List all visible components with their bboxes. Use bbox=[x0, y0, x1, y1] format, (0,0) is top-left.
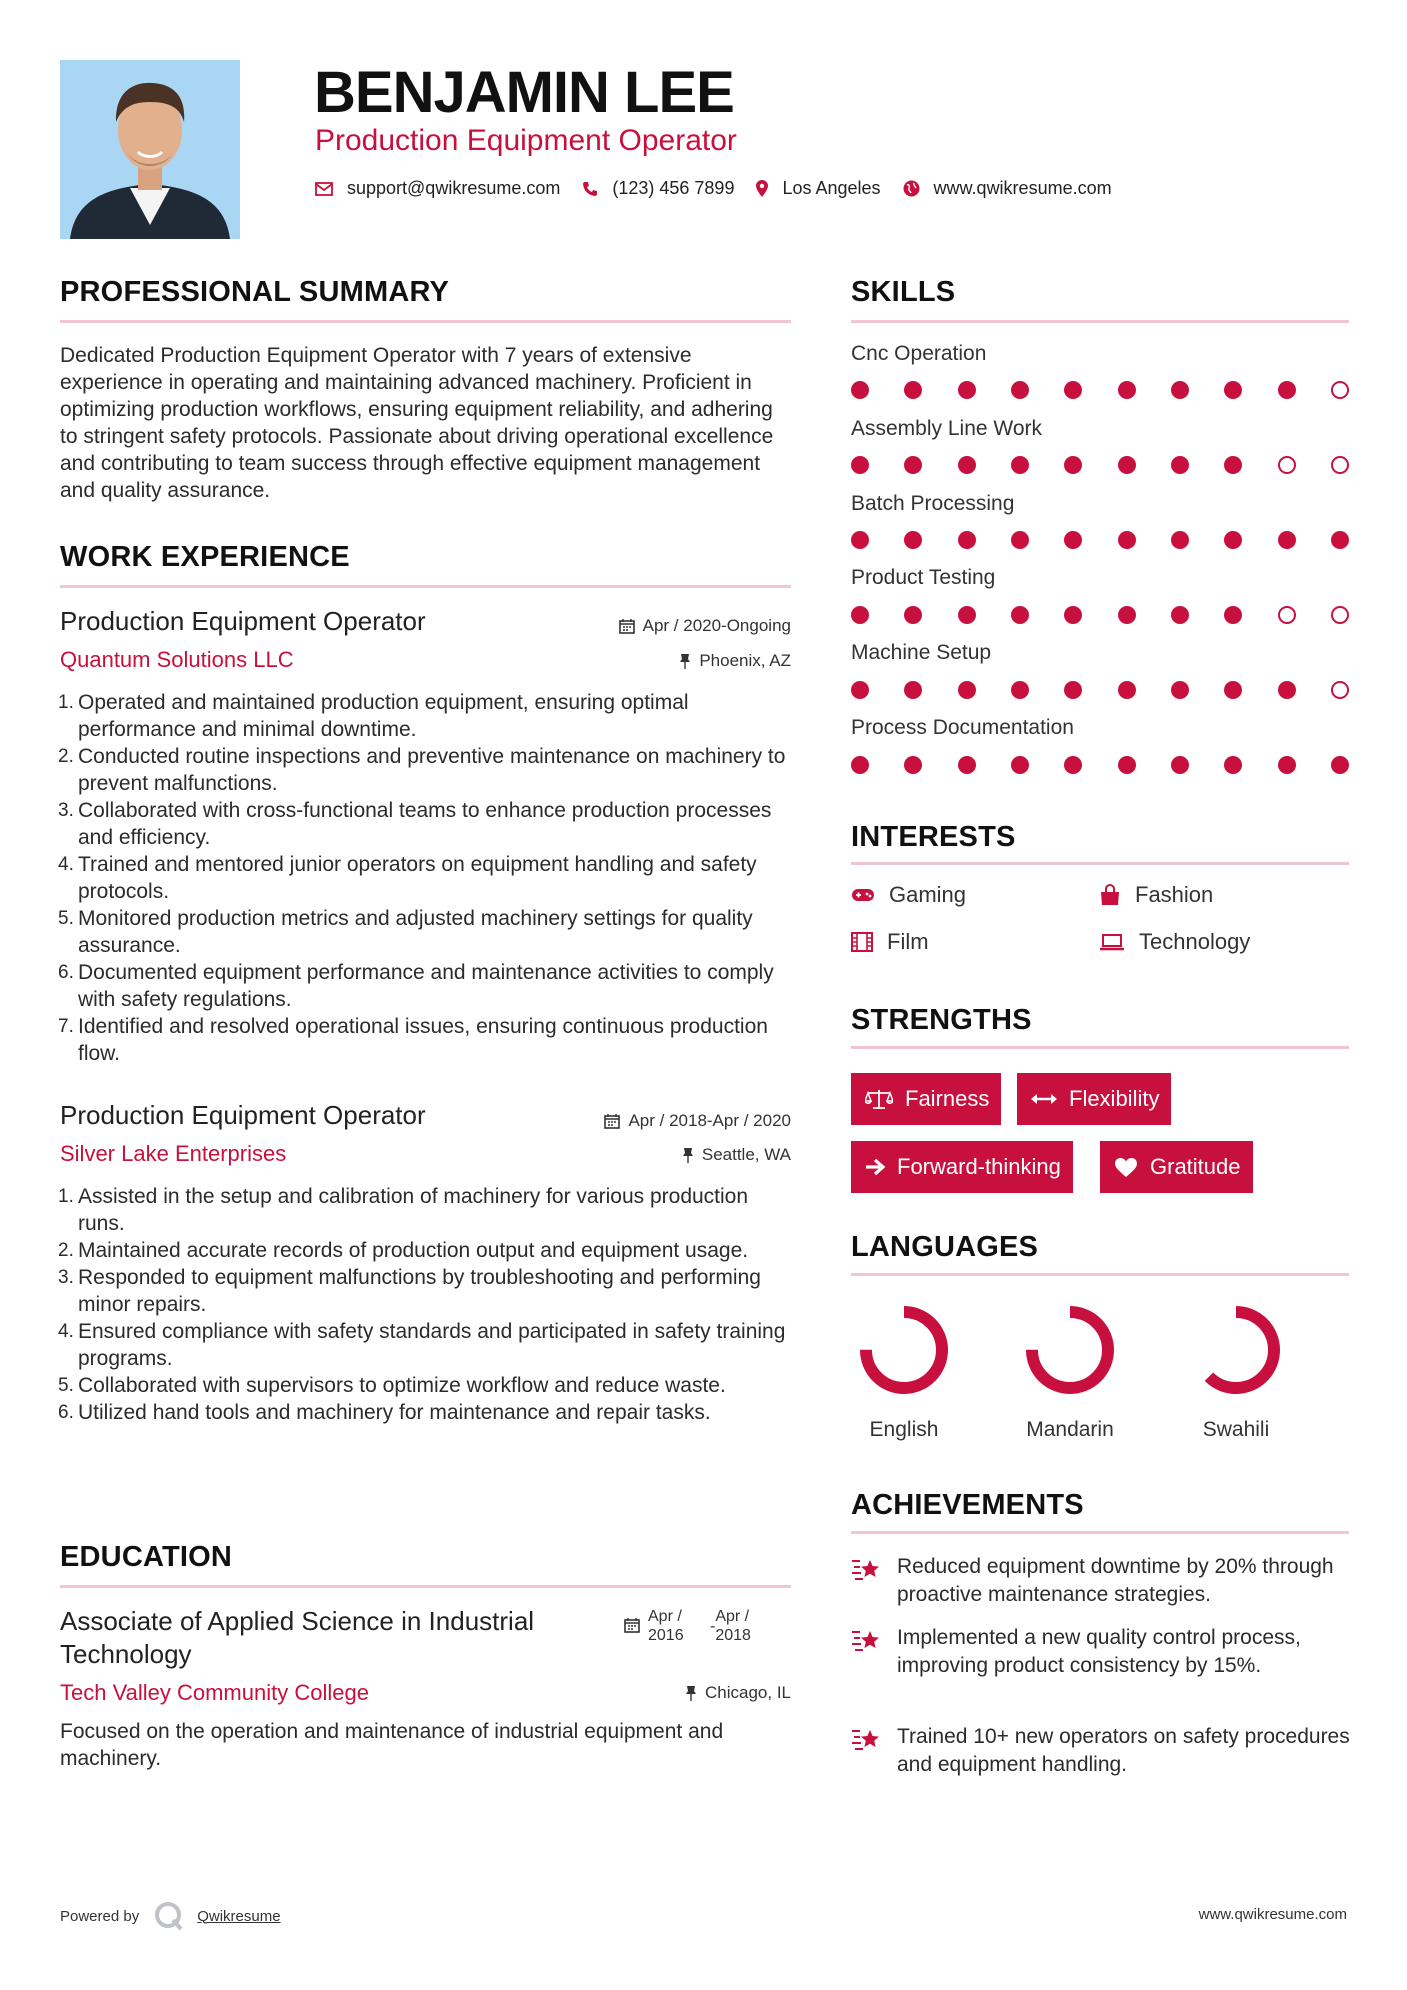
skill-dot-filled bbox=[958, 606, 976, 624]
skill-dot-filled bbox=[851, 681, 869, 699]
strength-tag: Forward-thinking bbox=[851, 1141, 1073, 1193]
interests-divider bbox=[851, 862, 1349, 865]
job-title: Production Equipment Operator bbox=[60, 606, 426, 636]
company-name: Quantum Solutions LLC bbox=[60, 647, 294, 672]
job-location: Seattle, WA bbox=[682, 1145, 791, 1165]
calendar-icon bbox=[619, 618, 635, 634]
shooting-star-icon bbox=[851, 1555, 883, 1583]
skill-dot-filled bbox=[958, 456, 976, 474]
language-name: English bbox=[869, 1418, 939, 1441]
skill-name: Batch Processing bbox=[851, 492, 1015, 515]
language-level-arc bbox=[1032, 1312, 1108, 1388]
skill-rating bbox=[851, 606, 1349, 626]
skill-dot-filled bbox=[1011, 681, 1029, 699]
skill-dot-filled bbox=[851, 381, 869, 399]
pushpin-icon bbox=[685, 1685, 697, 1701]
calendar-icon bbox=[604, 1113, 620, 1129]
language-name: Swahili bbox=[1202, 1418, 1270, 1441]
shooting-star-icon bbox=[851, 1626, 883, 1654]
skill-dot-filled bbox=[958, 756, 976, 774]
skill-dot-empty bbox=[1331, 681, 1349, 699]
skill-dot-filled bbox=[1118, 531, 1136, 549]
skill-dot-empty bbox=[1278, 606, 1296, 624]
strengths-divider bbox=[851, 1046, 1349, 1049]
candidate-title: Production Equipment Operator bbox=[315, 124, 737, 157]
skill-dot-filled bbox=[1331, 756, 1349, 774]
skill-dot-filled bbox=[851, 756, 869, 774]
interest-item: Fashion bbox=[1099, 882, 1213, 908]
education-heading: EDUCATION bbox=[60, 1541, 233, 1573]
phone-icon bbox=[582, 181, 598, 197]
education-divider bbox=[60, 1585, 791, 1588]
achievement-item: Trained 10+ new operators on safety procedures and equipment handling. bbox=[851, 1723, 1351, 1779]
globe-icon bbox=[903, 180, 920, 197]
skill-dot-empty bbox=[1331, 381, 1349, 399]
interests-heading: INTERESTS bbox=[851, 821, 1016, 853]
arrow-right-icon bbox=[865, 1158, 885, 1176]
strength-tag: Flexibility bbox=[1017, 1073, 1171, 1125]
website-text: www.qwikresume.com bbox=[933, 178, 1112, 198]
list-item: 2. Maintained accurate records of production output and equipment usage. bbox=[58, 1239, 749, 1262]
profile-photo bbox=[60, 60, 240, 239]
summary-heading: PROFESSIONAL SUMMARY bbox=[60, 276, 450, 308]
strength-tag: Fairness bbox=[851, 1073, 1001, 1125]
skill-dot-filled bbox=[1171, 381, 1189, 399]
company-name: Silver Lake Enterprises bbox=[60, 1141, 287, 1166]
skill-dot-filled bbox=[1011, 756, 1029, 774]
map-pin-icon bbox=[756, 180, 768, 197]
language-ring bbox=[1186, 1300, 1286, 1400]
job-dates: Apr / 2020-Ongoing bbox=[619, 616, 791, 636]
candidate-name: BENJAMIN LEE bbox=[314, 60, 734, 125]
skill-dot-filled bbox=[851, 606, 869, 624]
education-description: Focused on the operation and maintenance of industrial equipment and machinery. bbox=[60, 1720, 724, 1770]
list-item: 7. Identified and resolved operational issues, ensuring continuous production flow. bbox=[58, 1015, 768, 1065]
skill-dot-filled bbox=[1171, 606, 1189, 624]
language-item bbox=[829, 1300, 979, 1442]
skill-rating bbox=[851, 456, 1349, 476]
email-text: support@qwikresume.com bbox=[347, 178, 561, 198]
list-item: 1. Assisted in the setup and calibration of machinery for various production runs. bbox=[58, 1185, 749, 1235]
qwikresume-logo-icon bbox=[153, 1900, 185, 1932]
languages-divider bbox=[851, 1273, 1349, 1276]
skill-dot-filled bbox=[1064, 606, 1082, 624]
contact-email[interactable] bbox=[315, 178, 560, 199]
powered-by-label: Powered by bbox=[60, 1907, 140, 1925]
skill-dot-filled bbox=[1171, 456, 1189, 474]
skill-dot-filled bbox=[1224, 531, 1242, 549]
footer-branding bbox=[60, 1900, 281, 1932]
shopping-bag-icon bbox=[1099, 884, 1121, 906]
contact-bar bbox=[315, 178, 1134, 199]
skill-dot-filled bbox=[1011, 381, 1029, 399]
languages-heading: LANGUAGES bbox=[851, 1231, 1039, 1263]
language-level-arc bbox=[1198, 1312, 1274, 1388]
language-level-arc bbox=[866, 1312, 942, 1388]
skill-dot-filled bbox=[958, 531, 976, 549]
job-responsibilities bbox=[60, 689, 795, 1067]
list-item: 4. Trained and mentored junior operators on equipment handling and safety protocols. bbox=[58, 853, 757, 903]
laptop-icon bbox=[1099, 933, 1125, 951]
list-item: 2. Conducted routine inspections and preventive maintenance on machinery to prevent malfunctions. bbox=[58, 745, 786, 795]
skill-dot-empty bbox=[1331, 606, 1349, 624]
skill-dot-filled bbox=[1064, 531, 1082, 549]
language-ring bbox=[1020, 1300, 1120, 1400]
achievements-heading: ACHIEVEMENTS bbox=[851, 1489, 1084, 1521]
skill-dot-filled bbox=[851, 531, 869, 549]
list-item: 6. Documented equipment performance and maintenance activities to comply with safety regulations. bbox=[58, 961, 774, 1011]
strength-tag: Gratitude bbox=[1100, 1141, 1253, 1193]
skill-dot-filled bbox=[1064, 381, 1082, 399]
footer-url[interactable]: www.qwikresume.com bbox=[1198, 1906, 1347, 1923]
date-separator: - bbox=[710, 1618, 716, 1635]
shooting-star-icon bbox=[851, 1725, 883, 1753]
skill-dot-filled bbox=[1064, 681, 1082, 699]
skill-dot-filled bbox=[1224, 606, 1242, 624]
skill-dot-filled bbox=[904, 756, 922, 774]
language-item bbox=[995, 1300, 1145, 1442]
skill-dot-filled bbox=[1118, 381, 1136, 399]
skill-dot-filled bbox=[1224, 756, 1242, 774]
balance-scale-icon bbox=[865, 1088, 893, 1110]
skill-dot-empty bbox=[1331, 456, 1349, 474]
list-item: 6. Utilized hand tools and machinery for maintenance and repair tasks. bbox=[58, 1401, 711, 1424]
contact-location bbox=[756, 178, 880, 199]
gamepad-icon bbox=[851, 887, 875, 903]
skill-dot-filled bbox=[1118, 681, 1136, 699]
skill-dot-filled bbox=[1171, 756, 1189, 774]
pushpin-icon bbox=[679, 653, 691, 669]
skill-dot-empty bbox=[1278, 456, 1296, 474]
skill-dot-filled bbox=[904, 531, 922, 549]
arrows-horizontal-icon bbox=[1031, 1092, 1057, 1106]
skill-dot-filled bbox=[1011, 456, 1029, 474]
skill-rating bbox=[851, 681, 1349, 701]
job-location: Phoenix, AZ bbox=[679, 651, 791, 671]
skill-dot-filled bbox=[1224, 381, 1242, 399]
pushpin-icon bbox=[682, 1147, 694, 1163]
achievement-item: Reduced equipment downtime by 20% through proactive maintenance strategies. bbox=[851, 1553, 1351, 1609]
list-item: 1. Operated and maintained production equipment, ensuring optimal performance and minimal downtime. bbox=[58, 691, 689, 741]
skill-rating bbox=[851, 381, 1349, 401]
skill-name: Machine Setup bbox=[851, 641, 992, 664]
list-item: 5. Monitored production metrics and adjusted machinery settings for quality assurance. bbox=[58, 907, 753, 957]
list-item: 3. Responded to equipment malfunctions by troubleshooting and performing minor repairs. bbox=[58, 1266, 761, 1316]
language-item bbox=[1161, 1300, 1311, 1442]
skill-dot-filled bbox=[904, 606, 922, 624]
skill-dot-filled bbox=[958, 681, 976, 699]
film-icon bbox=[851, 932, 873, 952]
education-start: Apr / 2016 bbox=[648, 1608, 684, 1644]
skill-dot-filled bbox=[1278, 381, 1296, 399]
summary-text: Dedicated Production Equipment Operator with 7 years of extensive experience in operating and maintaining advanced machinery. Proficient in optimizing production workflows, ensuring equipment reliability, and adhering to stringent safety protocols. Passionate about driving operational excellence and contributing to team success through effective equipment management and quality assurance. bbox=[60, 344, 774, 502]
skill-name: Assembly Line Work bbox=[851, 417, 1043, 440]
skill-rating bbox=[851, 756, 1349, 776]
job-responsibilities bbox=[60, 1183, 795, 1426]
skill-dot-filled bbox=[1064, 456, 1082, 474]
phone-text: (123) 456 7899 bbox=[612, 178, 735, 198]
strengths-heading: STRENGTHS bbox=[851, 1004, 1032, 1036]
interest-item: Technology bbox=[1099, 929, 1250, 955]
skills-divider bbox=[851, 320, 1349, 323]
qwikresume-link[interactable]: Qwikresume bbox=[197, 1907, 281, 1925]
skill-name: Process Documentation bbox=[851, 716, 1074, 739]
skill-dot-filled bbox=[1118, 456, 1136, 474]
skill-dot-filled bbox=[904, 681, 922, 699]
job-title: Production Equipment Operator bbox=[60, 1100, 426, 1130]
skill-dot-filled bbox=[1011, 531, 1029, 549]
skill-dot-filled bbox=[1171, 531, 1189, 549]
school-name: Tech Valley Community College bbox=[60, 1680, 369, 1705]
skill-dot-filled bbox=[1118, 756, 1136, 774]
interest-item: Film bbox=[851, 929, 929, 955]
skill-dot-filled bbox=[958, 381, 976, 399]
job-dates: Apr / 2018-Apr / 2020 bbox=[604, 1111, 791, 1131]
heart-icon bbox=[1114, 1157, 1138, 1178]
summary-divider bbox=[60, 320, 791, 323]
language-name: Mandarin bbox=[1026, 1418, 1114, 1441]
education-end: Apr / 2018 bbox=[715, 1608, 751, 1644]
skill-dot-filled bbox=[904, 381, 922, 399]
skill-name: Product Testing bbox=[851, 566, 996, 589]
education-location: Chicago, IL bbox=[685, 1683, 791, 1703]
contact-phone[interactable] bbox=[582, 178, 734, 199]
achievement-item: Implemented a new quality control process, improving product consistency by 15%. bbox=[851, 1624, 1351, 1680]
skill-dot-filled bbox=[1278, 681, 1296, 699]
skill-dot-filled bbox=[1064, 756, 1082, 774]
skill-rating bbox=[851, 531, 1349, 551]
skill-name: Cnc Operation bbox=[851, 342, 987, 365]
skill-dot-filled bbox=[1278, 756, 1296, 774]
interest-item: Gaming bbox=[851, 882, 966, 908]
skill-dot-filled bbox=[1011, 606, 1029, 624]
location-text: Los Angeles bbox=[782, 178, 881, 198]
degree-title: Associate of Applied Science in Industrial Technology bbox=[60, 1606, 535, 1669]
skill-dot-filled bbox=[904, 456, 922, 474]
list-item: 3. Collaborated with cross-functional teams to enhance production processes and efficiency. bbox=[58, 799, 772, 849]
language-ring bbox=[854, 1300, 954, 1400]
skill-dot-filled bbox=[1224, 681, 1242, 699]
experience-divider bbox=[60, 585, 791, 588]
calendar-icon bbox=[624, 1617, 640, 1633]
list-item: 5. Collaborated with supervisors to optimize workflow and reduce waste. bbox=[58, 1374, 726, 1397]
skill-dot-filled bbox=[1278, 531, 1296, 549]
contact-website[interactable] bbox=[903, 178, 1112, 199]
education-dates bbox=[624, 1607, 763, 1645]
skill-dot-filled bbox=[1118, 606, 1136, 624]
experience-heading: WORK EXPERIENCE bbox=[60, 541, 350, 573]
envelope-icon bbox=[315, 182, 333, 196]
skill-dot-filled bbox=[1171, 681, 1189, 699]
skills-heading: SKILLS bbox=[851, 276, 956, 308]
skill-dot-filled bbox=[851, 456, 869, 474]
skill-dot-filled bbox=[1331, 531, 1349, 549]
skill-dot-filled bbox=[1224, 456, 1242, 474]
achievements-divider bbox=[851, 1531, 1349, 1534]
list-item: 4. Ensured compliance with safety standards and participated in safety training programs. bbox=[58, 1320, 786, 1370]
